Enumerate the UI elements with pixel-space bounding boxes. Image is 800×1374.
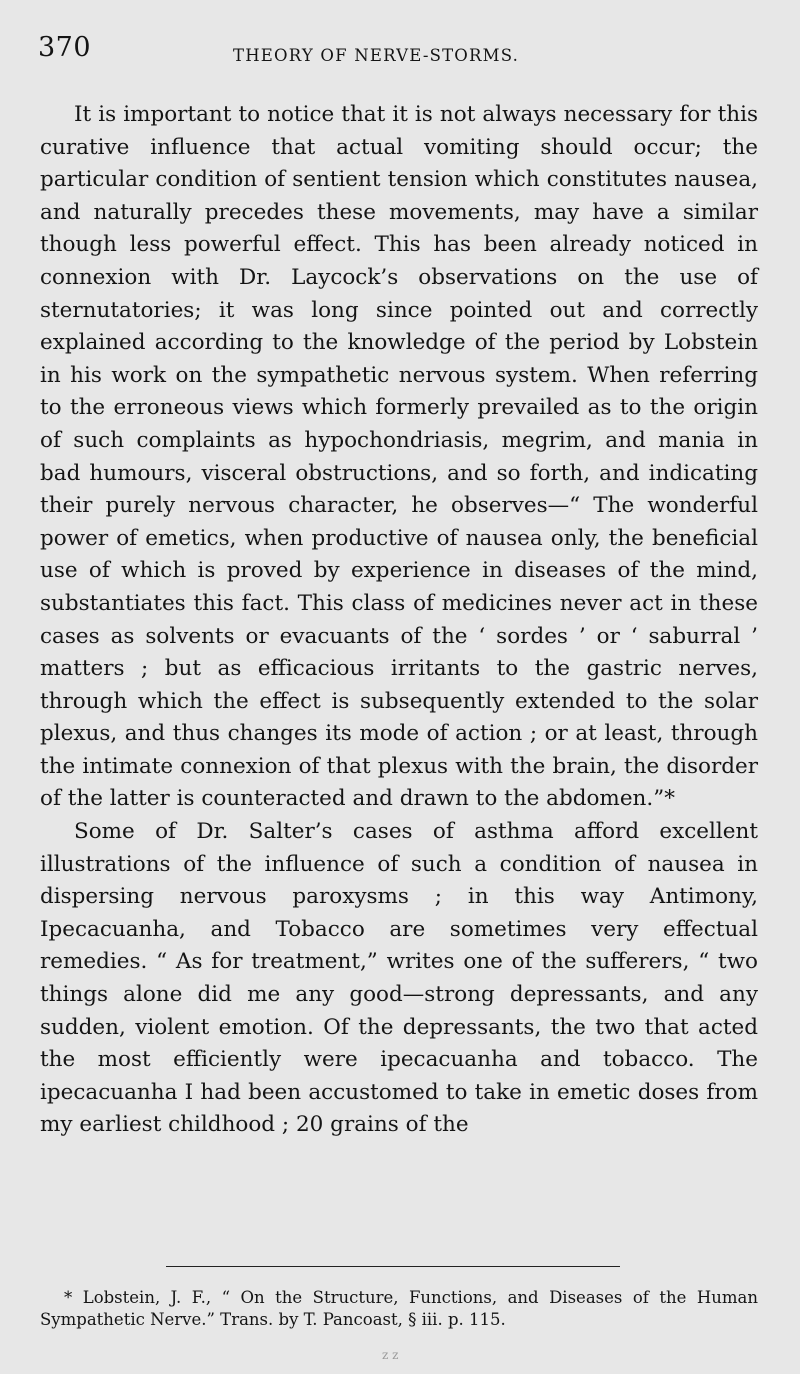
printer-signature-mark: z z <box>382 1348 399 1362</box>
footnote-divider <box>166 1266 620 1267</box>
body-text <box>40 99 758 1142</box>
footnote: * Lobstein, J. F., “ On the Structure, Functions, and Diseases of the Human Sympathetic Nerve.” Trans. by T. Pancoast, § iii. p. 115. <box>40 1288 758 1329</box>
page-header <box>38 32 758 72</box>
page-number: 370 <box>38 32 92 63</box>
paragraph-salter-asthma: Some of Dr. Salter’s cases of asthma afford excellent illustrations of the influence of such a condition of nausea in dispersing nervous paroxysms ; in this way Antimony, Ipecacuanha, and Tobacco are sometimes very effectual remedies. “ As for treatment,” writes one of the sufferers, “ two things alone did me any good—strong depressants, and any sudden, violent emotion. Of the depressants, the two that acted the most efficiently were ipecacuanha and tobacco. The ipecacuanha I had been accustomed to take in emetic doses from my earliest childhood ; 20 grains of the <box>40 819 758 1138</box>
running-title: THEORY OF NERVE-STORMS. <box>233 46 520 65</box>
paragraph-nausea-curative: It is important to notice that it is not always necessary for this curative influence that actual vomiting should occur; the particular condition of sentient tension which constitutes nausea, and naturally precedes these movements, may have a similar though less powerful effect. This has been already noticed in connexion with Dr. Laycock’s observations on the use of sternutatories; it was long since pointed out and correctly explained according to the knowledge of the period by Lobstein in his work on the sympathetic nervous system. When referring to the erroneous views which formerly prevailed as to the origin of such complaints as hypochondriasis, megrim, and mania in bad humours, visceral obstructions, and so forth, and indicating their purely nervous character, he observes—“ The wonderful power of emetics, when productive of nausea only, the beneficial use of which is proved by experience in diseases of the mind, substantiates this fact. This class of medicines never act in these cases as solvents or evacuants of the ‘ sordes ’ or ‘ saburral ’ matters ; but as efficacious irritants to the gastric nerves, through which the effect is subsequently extended to the solar plexus, and thus changes its mode of action ; or at least, through the intimate connexion of that plexus with the brain, the disorder of the latter is counteracted and drawn to the abdomen.”* <box>40 102 758 812</box>
